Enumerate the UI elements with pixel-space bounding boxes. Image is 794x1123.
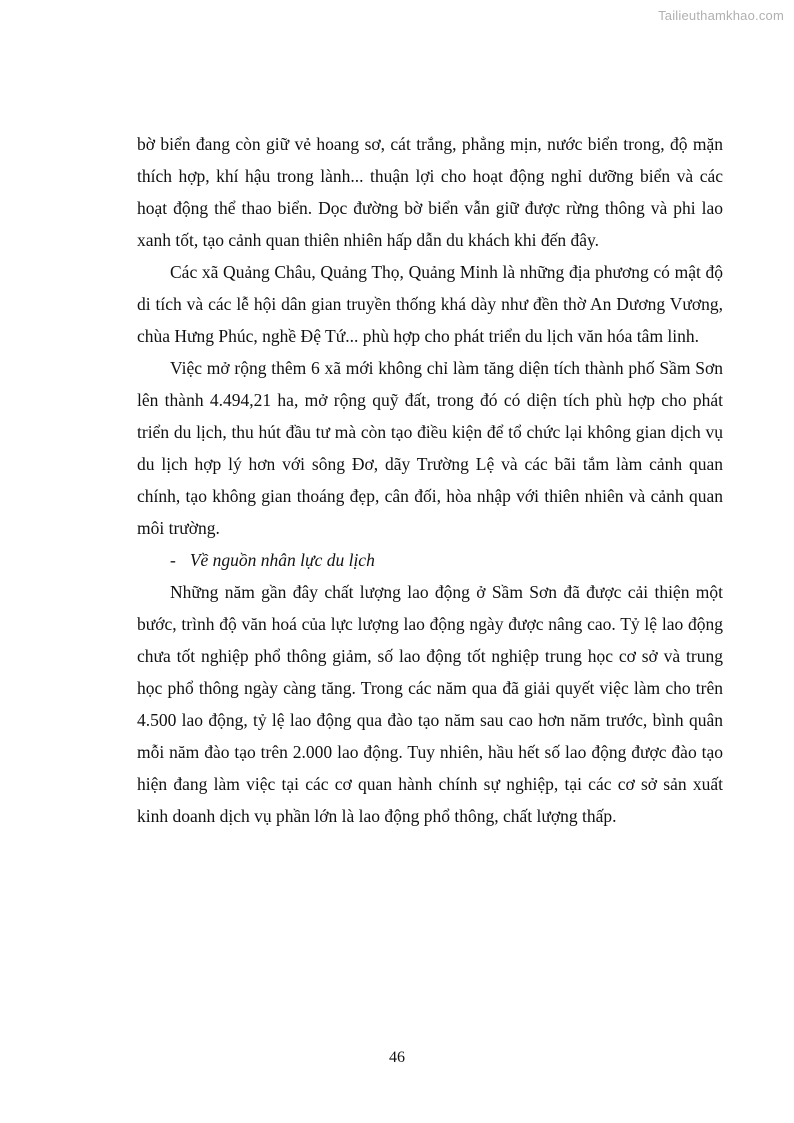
list-item-heading	[137, 544, 723, 576]
list-item-text: Về nguồn nhân lực du lịch	[189, 550, 375, 570]
paragraph-labor: Những năm gần đây chất lượng lao động ở Sầm Sơn đã được cải thiện một bước, trình độ văn hoá của lực lượng lao động ngày được nâng cao. Tỷ lệ lao động chưa tốt nghiệp phổ thông giảm, số lao động tốt nghiệp trung học cơ sở và trung học phổ thông ngày càng tăng. Trong các năm qua đã giải quyết việc làm cho trên 4.500 lao động, tỷ lệ lao động qua đào tạo năm sau cao hơn năm trước, bình quân mỗi năm đào tạo trên 2.000 lao động. Tuy nhiên, hầu hết số lao động được đào tạo hiện đang làm việc tại các cơ quan hành chính sự nghiệp, tại các cơ sở sản xuất kinh doanh dịch vụ phần lớn là lao động phổ thông, chất lượng thấp.	[137, 582, 723, 826]
list-marker: -	[170, 550, 176, 570]
paragraph-expansion: Việc mở rộng thêm 6 xã mới không chỉ làm tăng diện tích thành phố Sầm Sơn lên thành 4.494,21 ha, mở rộng quỹ đất, trong đó có diện tích phù hợp cho phát triển du lịch, thu hút đầu tư mà còn tạo điều kiện để tổ chức lại không gian dịch vụ du lịch hợp lý hơn với sông Đơ, dãy Trường Lệ và các bãi tắm làm cảnh quan chính, tạo không gian thoáng đẹp, cân đối, hòa nhập với thiên nhiên và cảnh quan môi trường.	[137, 358, 723, 538]
page-number: 46	[389, 1049, 405, 1066]
paragraph-coastline: bờ biển đang còn giữ vẻ hoang sơ, cát trắng, phẳng mịn, nước biển trong, độ mặn thích hợp, khí hậu trong lành... thuận lợi cho hoạt động nghỉ dưỡng biển và các hoạt động thể thao biển. Dọc đường bờ biển vẫn giữ được rừng thông và phi lao xanh tốt, tạo cảnh quan thiên nhiên hấp dẫn du khách khi đến đây.	[137, 134, 723, 250]
page-body	[137, 128, 723, 832]
watermark: Tailieuthamkhao.com	[658, 8, 784, 23]
paragraph-communes: Các xã Quảng Châu, Quảng Thọ, Quảng Minh là những địa phương có mật độ di tích và các lễ hội dân gian truyền thống khá dày như đền thờ An Dương Vương, chùa Hưng Phúc, nghề Đệ Tứ... phù hợp cho phát triển du lịch văn hóa tâm linh.	[137, 262, 723, 346]
